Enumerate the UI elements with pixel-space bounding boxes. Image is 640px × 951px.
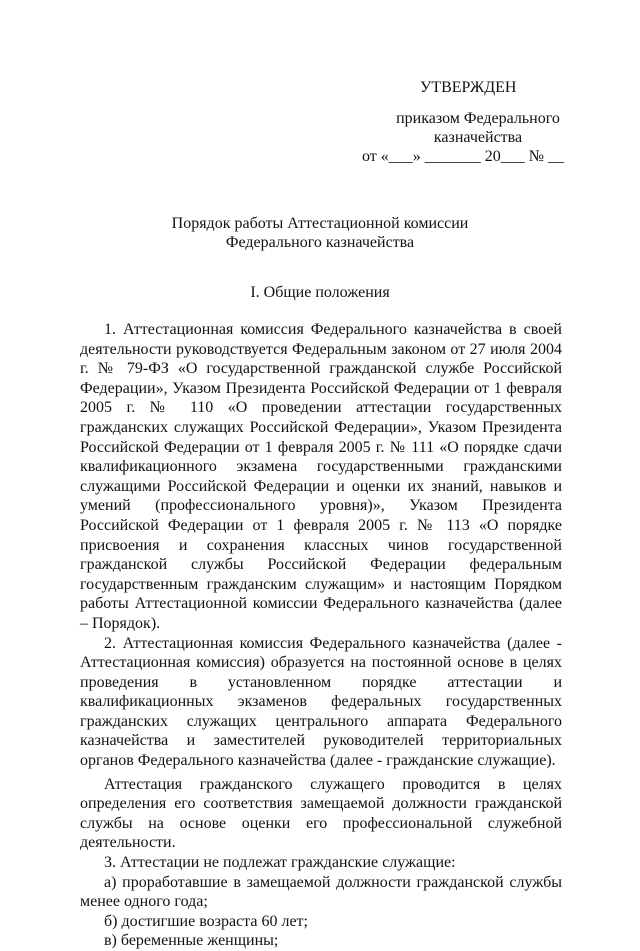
- paragraph: б) достигшие возраста 60 лет;: [104, 912, 308, 930]
- approval-block: [362, 0, 578, 166]
- approval-line: казначейства: [433, 129, 523, 146]
- paragraph: а) проработавшие в замещаемой должности гражданской службы менее одного года;: [80, 873, 562, 911]
- title-line: Порядок работы Аттестационной комиссии: [171, 215, 469, 232]
- approval-line: приказом Федерального: [396, 110, 560, 127]
- paragraph: 1. Аттестационная комиссия Федерального казначейства в своей деятельности руководствуется Федеральным законом от 27 июля 2004 г. № 79-ФЗ «О государственной гражданской службе Российской Федерации», Указом Президента Российской Федерации от 1 февраля 2005 г. № 110 «О проведении аттестации государственных гражданских служащих Российской Федерации», Указом Президента Российской Федерации от 1 февраля 2005 г. № 111 «О порядке сдачи квалификационного экзамена государственными гражданскими служащими Российской Федерации и оценки их знаний, навыков и умений (профессионального уровня)», Указом Президента Российской Федерации от 1 февраля 2005 г. № 113 «О порядке присвоения и сохранения классных чинов государственной гражданской службы Российской Федерации федеральным государственным гражданским служащим» и настоящим Порядком работы Аттестационной комиссии Федерального казначейства (далее – Порядок).: [80, 321, 562, 632]
- approval-heading: УТВЕРЖДЕН: [420, 79, 517, 96]
- document-body: [80, 320, 562, 951]
- paragraph: 2. Аттестационная комиссия Федерального казначейства (далее - Аттестационная комиссия) образуется на постоянной основе в целях проведения в установленном порядке аттестации и квалификационных экзаменов федеральных государственных гражданских служащих центрального аппарата Федерального казначейства и заместителей руководителей территориальных органов Федерального казначейства (далее - гражданские служащие).: [80, 634, 562, 770]
- title-line: Федерального казначейства: [225, 234, 415, 251]
- paragraph: 3. Аттестации не подлежат гражданские служащие:: [104, 854, 456, 872]
- document-title: [0, 214, 640, 252]
- approval-date-line: от «___» _______ 20___ № __: [362, 148, 565, 165]
- paragraph: в) беременные женщины;: [104, 932, 279, 950]
- section-heading: I. Общие положения: [250, 284, 390, 301]
- paragraph: Аттестация гражданского служащего проводится в целях определения его соответствия замещаемой должности гражданской службы на основе оценки его профессиональной служебной деятельности.: [80, 775, 562, 852]
